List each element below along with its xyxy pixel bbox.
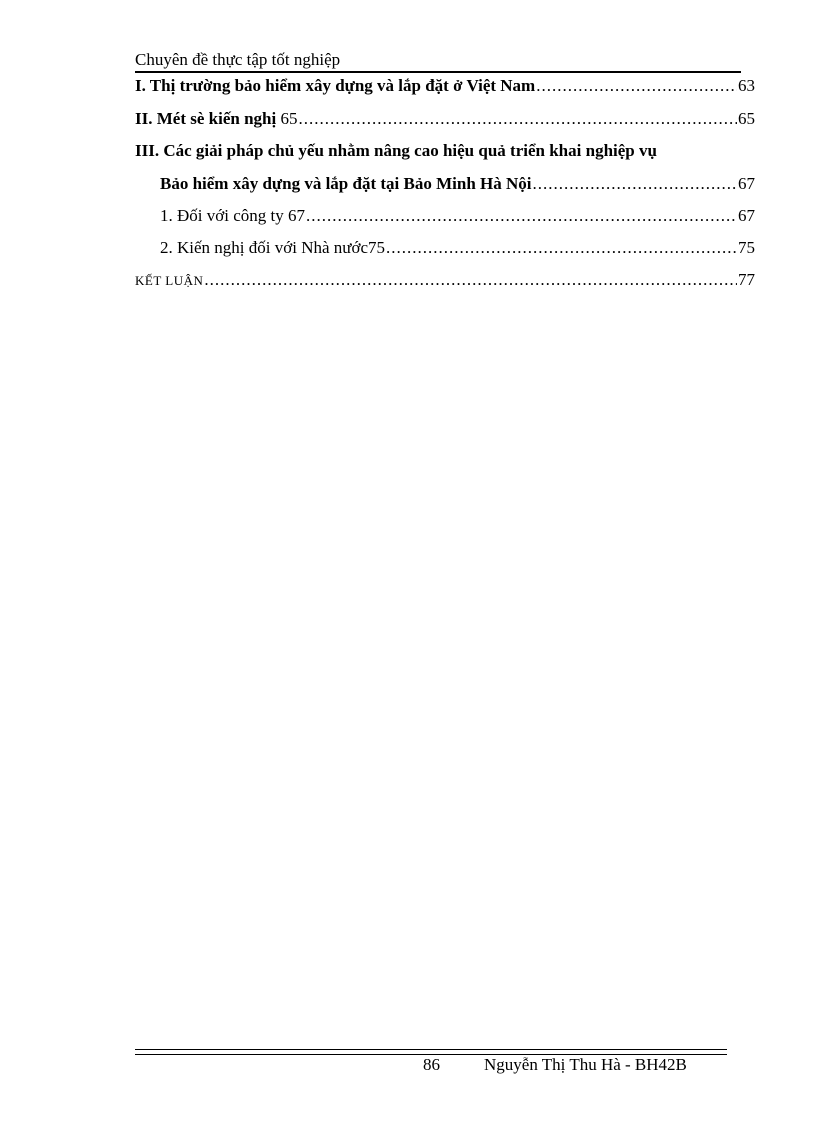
toc-entry-label: II. Mét sè kiến nghị xyxy=(135,109,277,128)
toc-entry-6[interactable] xyxy=(135,270,755,290)
toc-entry-page: 65 xyxy=(738,109,755,128)
toc-entry-3[interactable] xyxy=(160,174,755,194)
toc-entry-label: Bảo hiểm xây dựng và lắp đặt tại Bảo Minh Hà Nội xyxy=(160,174,532,193)
toc-entry-3-heading[interactable]: III. Các giải pháp chủ yếu nhằm nâng cao hiệu quả triển khai nghiệp vụ xyxy=(135,141,657,160)
toc-entry-page: 77 xyxy=(738,270,755,289)
toc-entry-page: 63 xyxy=(738,76,755,95)
toc-entry-label: I. Thị trường bảo hiểm xây dựng và lắp đặt ở Việt Nam xyxy=(135,76,536,95)
toc-leader-dots xyxy=(536,76,737,96)
toc-leader-dots xyxy=(533,174,737,194)
toc-entry-label: 2. Kiến nghị đối với Nhà nước75 xyxy=(160,238,386,257)
toc-leader-dots xyxy=(298,109,737,129)
running-header: Chuyên đề thực tập tốt nghiệp xyxy=(135,50,741,73)
page-number: 86 xyxy=(423,1055,440,1074)
toc-entry-1[interactable] xyxy=(135,76,755,96)
toc-entry-page: 67 xyxy=(738,206,755,225)
toc-entry-label-group xyxy=(135,109,297,129)
toc-entry-page: 67 xyxy=(738,174,755,193)
footer-author: Nguyễn Thị Thu Hà - BH42B xyxy=(484,1055,687,1074)
toc-entry-label-suffix: 65 xyxy=(276,109,298,128)
toc-entry-2[interactable] xyxy=(135,109,755,129)
toc-leader-dots xyxy=(204,270,737,290)
toc-leader-dots xyxy=(386,238,737,258)
toc-entry-label: 1. Đối với công ty 67 xyxy=(160,206,305,225)
toc-entry-5[interactable] xyxy=(160,238,755,258)
toc-entry-label: KẾT LUẬN xyxy=(135,273,204,288)
toc-entry-page: 75 xyxy=(738,238,755,257)
toc-entry-4[interactable] xyxy=(160,206,755,226)
toc-leader-dots xyxy=(306,206,737,226)
